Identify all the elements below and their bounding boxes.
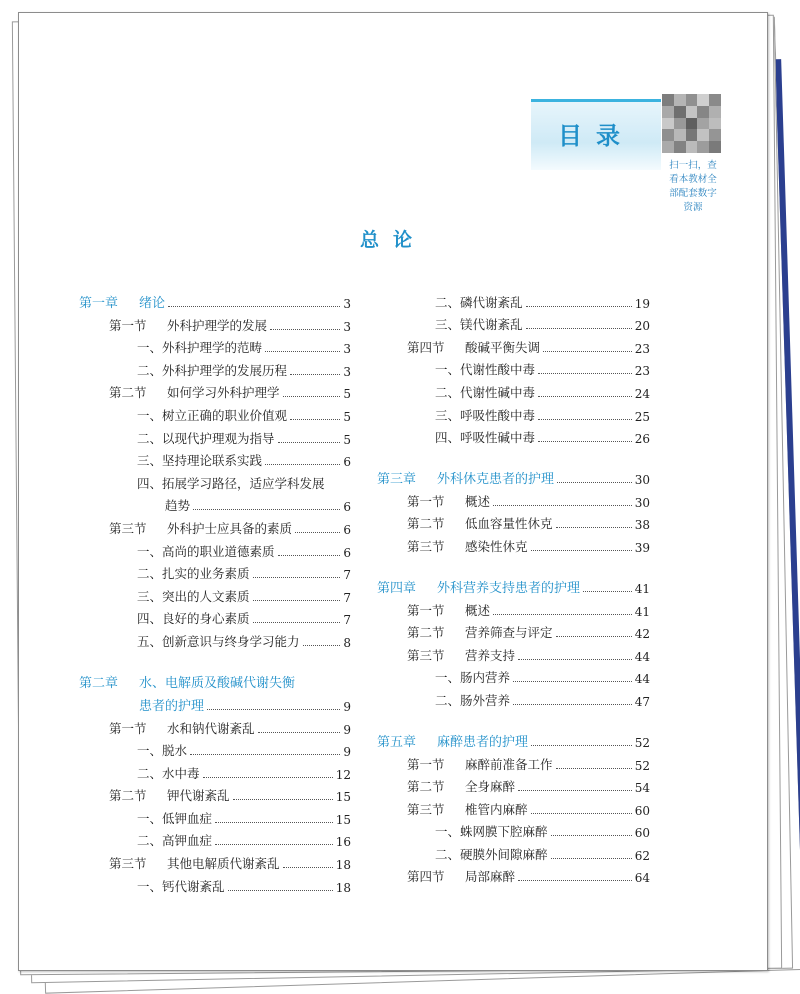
- section-number: 第一节: [109, 317, 147, 333]
- toc-item-entry[interactable]: [79, 447, 351, 470]
- section-number: 第二节: [109, 788, 147, 804]
- leader-dots: [526, 306, 632, 307]
- chapter-number: 第一章: [79, 296, 119, 311]
- section-title: 椎管内麻醉: [465, 801, 528, 817]
- chapter-title: 外科营养支持患者的护理: [437, 580, 581, 596]
- chapter-number: 第五章: [377, 734, 417, 750]
- toc-item-entry[interactable]: [377, 311, 650, 334]
- toc-item-entry[interactable]: [377, 686, 650, 709]
- leader-dots: [513, 681, 632, 682]
- page-number: 25: [634, 409, 650, 424]
- part-title: 总论: [359, 229, 426, 251]
- toc-left-column: [79, 288, 351, 895]
- chapter-title-continued: 患者的护理: [139, 698, 205, 714]
- leader-dots: [193, 509, 340, 510]
- section-number: 第三节: [407, 801, 445, 817]
- leader-dots: [303, 645, 341, 646]
- item-title: 三、突出的人文素质: [137, 588, 250, 604]
- section-number: 第二节: [407, 625, 445, 641]
- page-number: 8: [343, 635, 351, 650]
- leader-dots: [531, 813, 632, 814]
- toc-item-entry[interactable]: [79, 605, 351, 628]
- section-number: 第三节: [407, 538, 445, 554]
- leader-dots: [493, 614, 632, 615]
- chapter-title: 水、电解质及酸碱代谢失衡: [139, 675, 296, 691]
- leader-dots: [253, 622, 341, 623]
- toc-item-entry[interactable]: [377, 288, 650, 311]
- page-number: 23: [634, 364, 650, 379]
- page-number: 6: [343, 522, 351, 537]
- item-title: 一、蛛网膜下腔麻醉: [435, 824, 548, 840]
- section-title: 酸碱平衡失调: [465, 339, 541, 355]
- chapter-title: 绪论: [139, 296, 166, 311]
- section-number: 第二节: [109, 385, 147, 401]
- item-title: 二、以现代护理观为指导: [137, 430, 275, 446]
- leader-dots: [283, 396, 341, 397]
- page-number: 26: [634, 432, 650, 447]
- toc-item-entry[interactable]: [377, 840, 650, 863]
- toc-item-entry[interactable]: [377, 401, 650, 424]
- leader-dots: [518, 790, 632, 791]
- toc-item-entry[interactable]: [79, 334, 351, 357]
- toc-chapter-entry-continued[interactable]: [79, 691, 351, 714]
- toc-section-entry[interactable]: [377, 510, 650, 533]
- page-number: 42: [634, 627, 650, 642]
- toc-item-entry[interactable]: [79, 804, 351, 827]
- item-title: 一、外科护理学的范畴: [137, 340, 263, 356]
- leader-dots: [290, 419, 340, 420]
- leader-dots: [215, 844, 333, 845]
- leader-dots: [543, 351, 632, 352]
- page-number: 5: [343, 387, 351, 402]
- leader-dots: [253, 600, 341, 601]
- page-number: 16: [335, 835, 351, 850]
- item-title: 一、低钾血症: [137, 810, 213, 826]
- toc-gap: [79, 650, 351, 668]
- page-number: 6: [343, 500, 351, 515]
- item-title: 一、脱水: [137, 743, 188, 759]
- qr-code-icon: [662, 94, 721, 153]
- item-title: 一、代谢性酸中毒: [435, 362, 536, 378]
- section-number: 第三节: [407, 647, 445, 663]
- section-number: 第二节: [407, 779, 445, 795]
- leader-dots: [233, 799, 333, 800]
- page-number: 18: [335, 880, 351, 895]
- toc-item-entry[interactable]: [377, 424, 650, 447]
- leader-dots: [538, 441, 632, 442]
- page-number: 41: [634, 604, 650, 619]
- section-number: 第二节: [407, 516, 445, 532]
- qr-caption-line: 扫一扫，查: [669, 160, 717, 171]
- item-title: 一、树立正确的职业价值观: [137, 407, 288, 423]
- section-title: 外科护士应具备的素质: [167, 520, 293, 536]
- leader-dots: [283, 867, 333, 868]
- section-number: 第三节: [109, 520, 147, 536]
- toc-page: [18, 12, 768, 971]
- page-number: 3: [343, 319, 351, 334]
- leader-dots: [556, 636, 632, 637]
- toc-item-entry[interactable]: [79, 537, 351, 560]
- item-title: 二、高钾血症: [137, 833, 213, 849]
- section-number: 第一节: [407, 756, 445, 772]
- toc-item-entry[interactable]: [377, 664, 650, 687]
- section-title: 营养筛查与评定: [465, 625, 553, 641]
- item-title: 五、创新意识与终身学习能力: [137, 633, 300, 649]
- page-number: 6: [343, 545, 351, 560]
- page-number: 5: [343, 409, 351, 424]
- page-number: 19: [634, 296, 650, 311]
- page-number: 54: [634, 781, 650, 796]
- leader-dots: [538, 396, 632, 397]
- page-number: 39: [634, 540, 650, 555]
- page-number: 15: [335, 790, 351, 805]
- item-title: 二、硬膜外间隙麻醉: [435, 846, 548, 862]
- leader-dots: [215, 822, 333, 823]
- toc-item-entry[interactable]: [377, 378, 650, 401]
- leader-dots: [556, 527, 632, 528]
- section-title: 其他电解质代谢紊乱: [167, 856, 280, 872]
- toc-section-entry[interactable]: [377, 795, 650, 818]
- toc-section-entry[interactable]: [79, 379, 351, 402]
- section-number: 第四节: [407, 339, 445, 355]
- toc-chapter-entry[interactable]: [79, 668, 351, 691]
- toc-item-entry[interactable]: [79, 356, 351, 379]
- toc-section-entry[interactable]: [377, 773, 650, 796]
- page-number: 7: [343, 590, 351, 605]
- item-title: 三、呼吸性酸中毒: [435, 407, 536, 423]
- leader-dots: [493, 505, 632, 506]
- leader-dots: [531, 550, 632, 551]
- page-number: 44: [634, 672, 650, 687]
- item-title: 四、良好的身心素质: [137, 611, 250, 627]
- toc-header-banner: [531, 99, 661, 170]
- item-title: 四、呼吸性碱中毒: [435, 430, 536, 446]
- section-title: 低血容量性休克: [465, 516, 553, 532]
- leader-dots: [531, 745, 632, 746]
- toc-item-entry[interactable]: [79, 759, 351, 782]
- section-title: 如何学习外科护理学: [167, 385, 280, 401]
- section-number: 第一节: [407, 602, 445, 618]
- toc-section-entry[interactable]: [377, 596, 650, 619]
- qr-caption-line: 部配套数字: [669, 188, 717, 199]
- leader-dots: [513, 704, 632, 705]
- page-number: 41: [634, 581, 650, 596]
- page-number: 64: [634, 871, 650, 886]
- toc-section-entry[interactable]: [377, 487, 650, 510]
- toc-section-entry[interactable]: [79, 782, 351, 805]
- leader-dots: [551, 835, 632, 836]
- item-title: 二、肠外营养: [435, 692, 511, 708]
- page-number: 30: [634, 473, 650, 488]
- page-number: 9: [343, 745, 351, 760]
- section-title: 麻醉前准备工作: [465, 756, 553, 772]
- item-title: 一、钙代谢紊乱: [137, 878, 225, 894]
- leader-dots: [270, 329, 340, 330]
- toc-gap: [377, 709, 650, 727]
- leader-dots: [557, 482, 632, 483]
- chapter-number: 第二章: [79, 675, 119, 691]
- toc-header-title: 目录: [558, 122, 634, 150]
- page-number: 3: [343, 297, 351, 311]
- leader-dots: [556, 768, 632, 769]
- qr-caption-line: 看本教材全: [669, 174, 717, 185]
- toc-section-entry[interactable]: [79, 849, 351, 872]
- toc-section-entry[interactable]: [377, 750, 650, 773]
- page-number: 60: [634, 826, 650, 841]
- page-number: 7: [343, 568, 351, 583]
- toc-item-entry[interactable]: [79, 492, 351, 515]
- chapter-title: 外科休克患者的护理: [437, 472, 555, 488]
- leader-dots: [551, 858, 632, 859]
- page-number: 52: [634, 735, 650, 750]
- toc-chapter-entry[interactable]: [377, 573, 650, 596]
- leader-dots: [228, 890, 333, 891]
- leader-dots: [295, 532, 340, 533]
- section-title: 感染性休克: [465, 538, 528, 554]
- qr-caption-line: 资源: [683, 202, 703, 213]
- toc-section-entry[interactable]: [377, 863, 650, 886]
- page-number: 20: [634, 319, 650, 334]
- leader-dots: [518, 880, 632, 881]
- toc-gap: [377, 446, 650, 464]
- leader-dots: [265, 351, 340, 352]
- toc-item-entry[interactable]: [79, 401, 351, 424]
- page-number: 23: [634, 341, 650, 356]
- page-number: 6: [343, 455, 351, 470]
- section-number: 第一节: [109, 720, 147, 736]
- page-number: 47: [634, 694, 650, 709]
- page-number: 3: [343, 364, 351, 379]
- page-number: 5: [343, 432, 351, 447]
- toc-section-entry[interactable]: [79, 714, 351, 737]
- toc-item-entry[interactable]: [79, 560, 351, 583]
- leader-dots: [168, 306, 340, 307]
- section-title: 局部麻醉: [465, 869, 516, 885]
- toc-chapter-entry[interactable]: [79, 288, 351, 311]
- page-number: 9: [343, 699, 351, 714]
- section-number: 第一节: [407, 493, 445, 509]
- section-title: 钾代谢紊乱: [167, 788, 230, 804]
- leader-dots: [265, 464, 340, 465]
- chapter-title: 麻醉患者的护理: [437, 734, 529, 750]
- section-title: 概述: [465, 493, 491, 509]
- toc-section-entry[interactable]: [377, 641, 650, 664]
- page-number: 60: [634, 803, 650, 818]
- item-title: 二、外科护理学的发展历程: [137, 362, 288, 378]
- page-number: 15: [335, 812, 351, 827]
- toc-chapter-entry[interactable]: [377, 464, 650, 487]
- page-number: 52: [634, 758, 650, 773]
- page-number: 3: [343, 342, 351, 357]
- toc-item-entry[interactable]: [79, 827, 351, 850]
- toc-item-entry[interactable]: [377, 356, 650, 379]
- toc-right-column: [377, 288, 650, 885]
- page-number: 44: [634, 649, 650, 664]
- leader-dots: [258, 732, 341, 733]
- item-title: 一、肠内营养: [435, 670, 511, 686]
- leader-dots: [253, 577, 341, 578]
- page-number: 7: [343, 613, 351, 628]
- toc-section-entry[interactable]: [79, 311, 351, 334]
- item-title: 三、镁代谢紊乱: [435, 317, 523, 333]
- item-title: 趋势: [165, 498, 191, 514]
- item-title: 四、拓展学习路径，适应学科发展: [137, 475, 325, 491]
- leader-dots: [203, 777, 333, 778]
- page-number: 62: [634, 848, 650, 863]
- page-number: 24: [634, 386, 650, 401]
- leader-dots: [290, 374, 340, 375]
- leader-dots: [526, 328, 632, 329]
- section-title: 全身麻醉: [465, 779, 516, 795]
- leader-dots: [278, 442, 341, 443]
- section-title: 外科护理学的发展: [167, 317, 268, 333]
- chapter-number: 第四章: [377, 580, 417, 596]
- item-title: 二、磷代谢紊乱: [435, 294, 523, 310]
- toc-section-entry[interactable]: [377, 619, 650, 642]
- item-title: 三、坚持理论联系实践: [137, 453, 263, 469]
- item-title: 二、扎实的业务素质: [137, 566, 250, 582]
- leader-dots: [207, 709, 340, 710]
- toc-gap: [377, 555, 650, 573]
- toc-chapter-entry[interactable]: [377, 727, 650, 750]
- toc-section-entry[interactable]: [79, 514, 351, 537]
- page-number: 38: [634, 518, 650, 533]
- leader-dots: [538, 419, 632, 420]
- leader-dots: [538, 373, 632, 374]
- toc-item-entry[interactable]: [79, 627, 351, 650]
- leader-dots: [190, 754, 340, 755]
- page-number: 30: [634, 495, 650, 510]
- page-number: 12: [335, 767, 351, 782]
- leader-dots: [583, 591, 632, 592]
- section-title: 水和钠代谢紊乱: [167, 720, 255, 736]
- leader-dots: [518, 659, 632, 660]
- item-title: 二、代谢性碱中毒: [435, 384, 536, 400]
- leader-dots: [278, 555, 341, 556]
- toc-section-entry[interactable]: [377, 333, 650, 356]
- toc-item-entry[interactable]: [79, 872, 351, 895]
- toc-section-entry[interactable]: [377, 532, 650, 555]
- item-title: 一、高尚的职业道德素质: [137, 543, 275, 559]
- toc-item-entry[interactable]: [79, 582, 351, 605]
- section-title: 概述: [465, 602, 491, 618]
- qr-caption: [655, 159, 731, 215]
- section-title: 营养支持: [465, 647, 516, 663]
- toc-item-entry[interactable]: [79, 469, 351, 492]
- section-number: 第三节: [109, 856, 147, 872]
- page-number: 9: [343, 722, 351, 737]
- chapter-number: 第三章: [377, 472, 417, 488]
- item-title: 二、水中毒: [137, 765, 200, 781]
- toc-item-entry[interactable]: [377, 818, 650, 841]
- section-number: 第四节: [407, 869, 445, 885]
- toc-item-entry[interactable]: [79, 737, 351, 760]
- page-number: 18: [335, 858, 351, 873]
- toc-item-entry[interactable]: [79, 424, 351, 447]
